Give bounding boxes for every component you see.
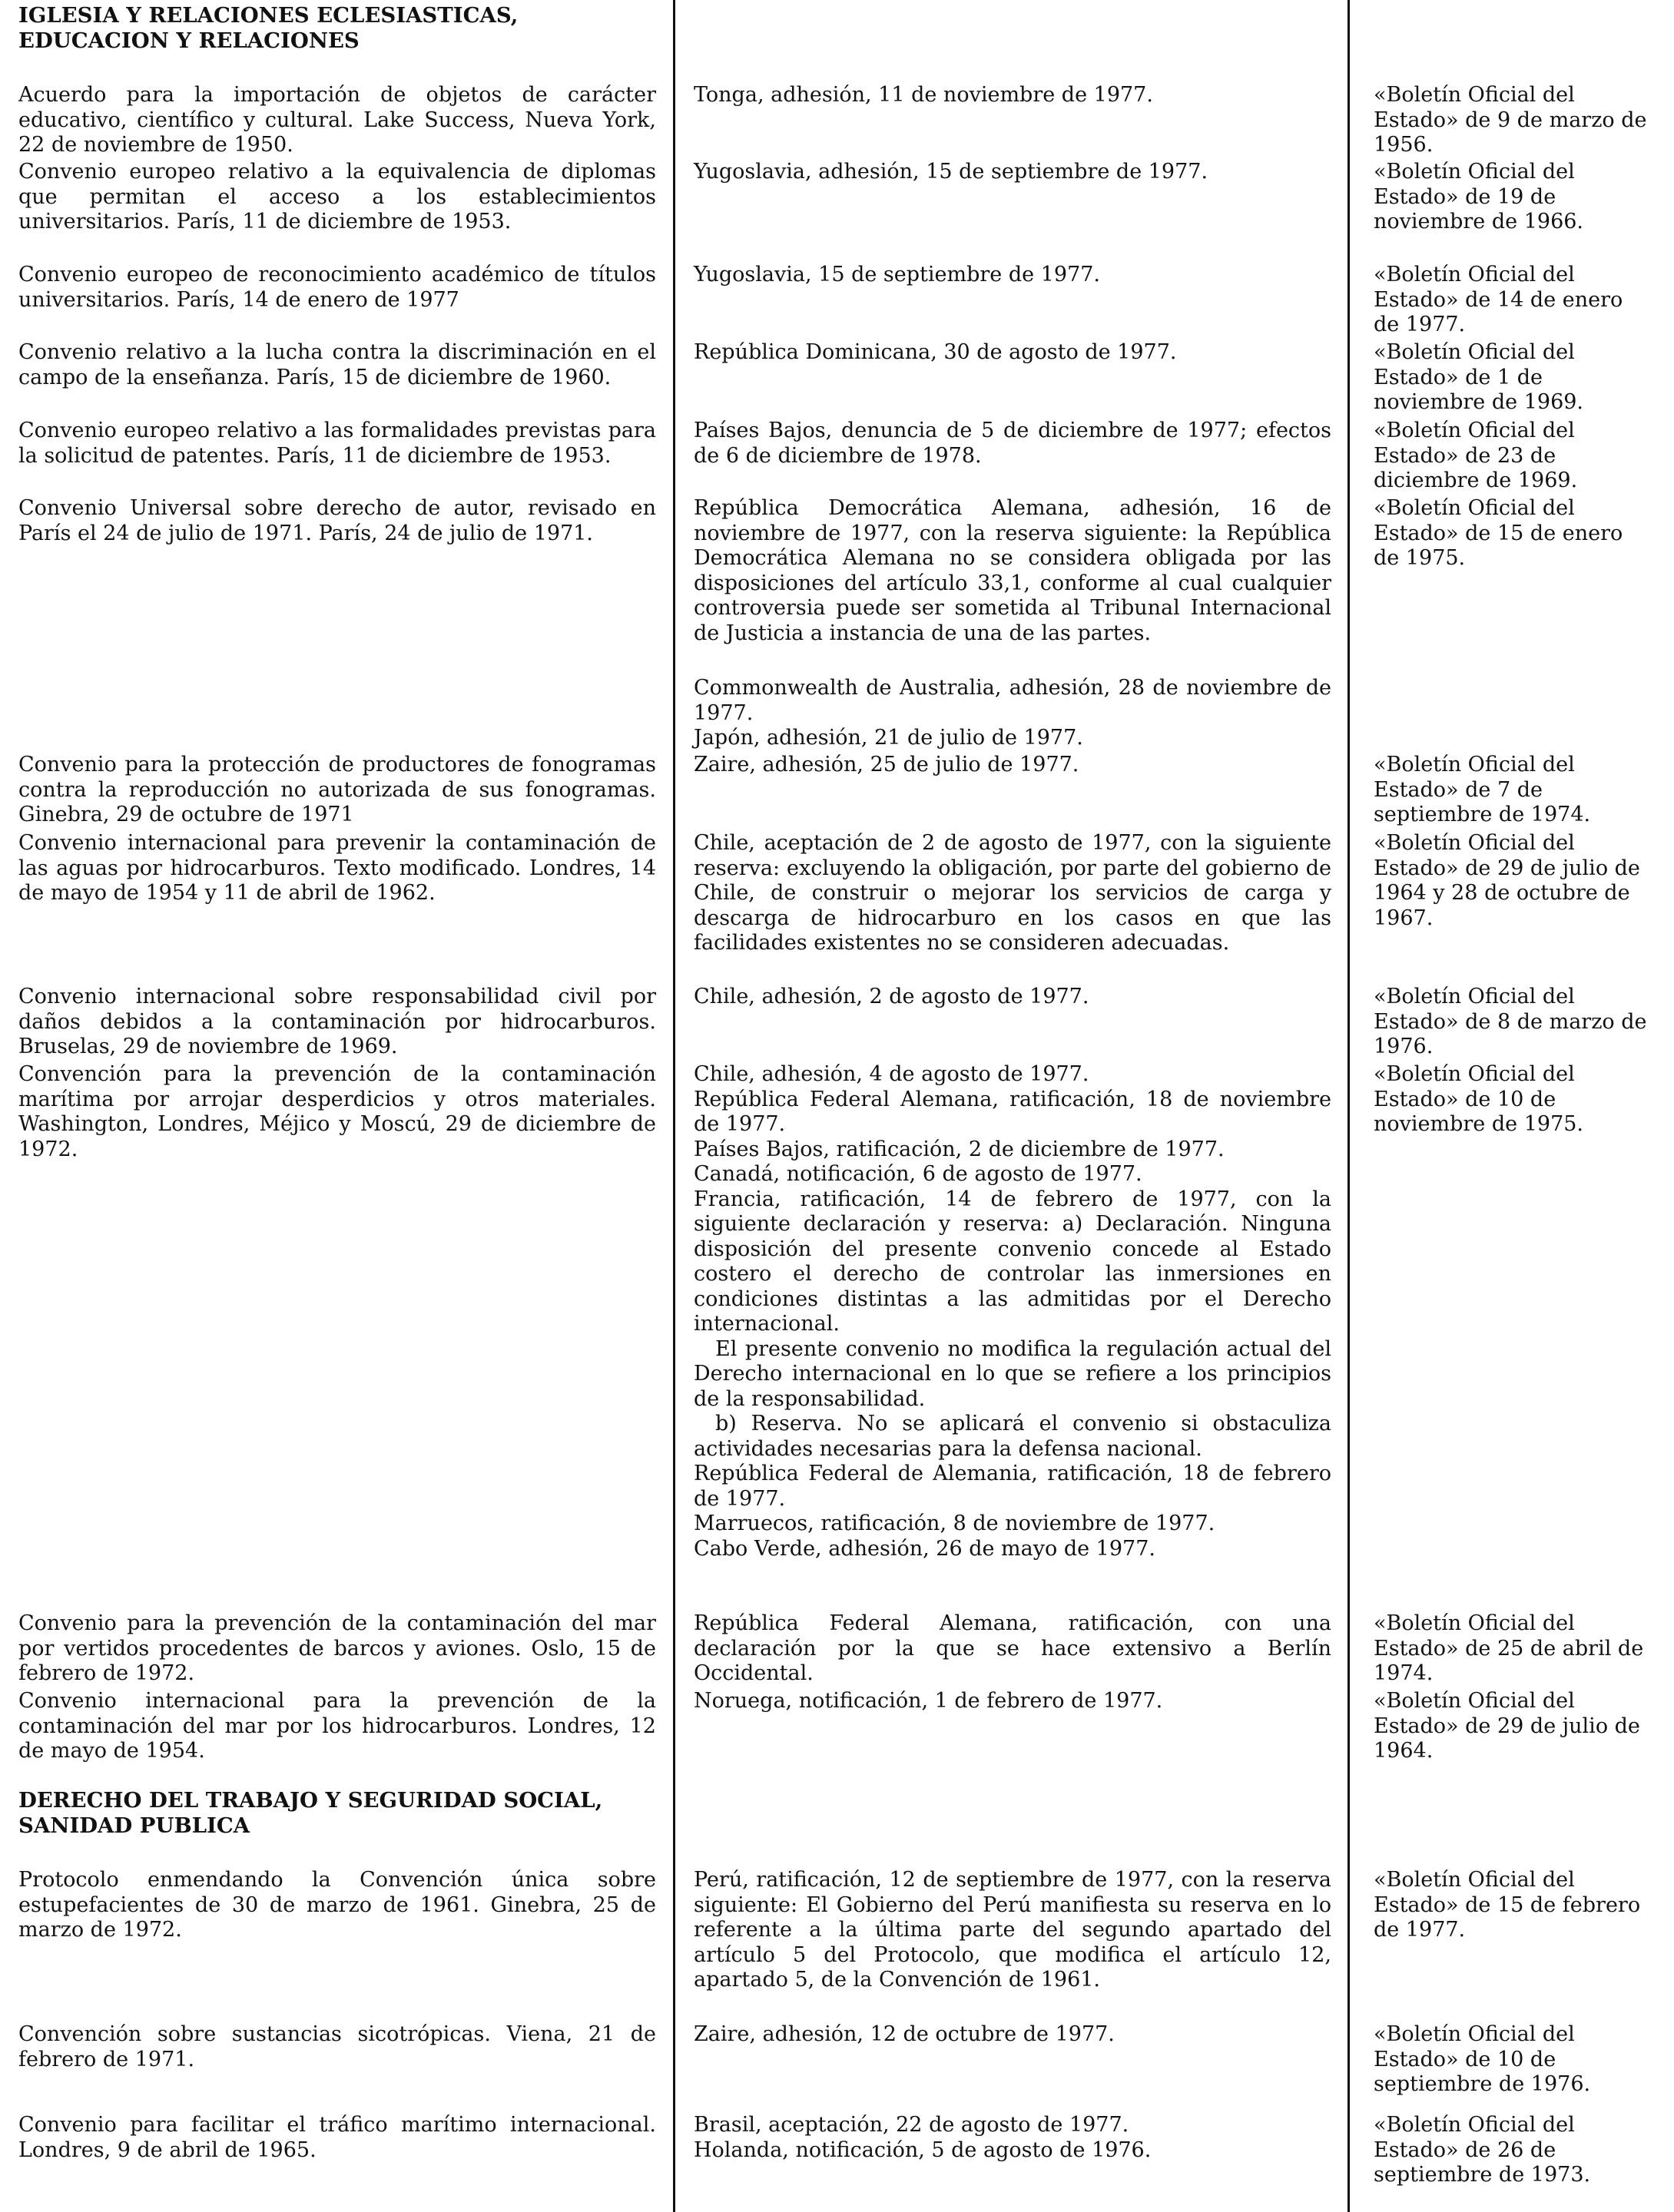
estado-entry: Perú, ratificación, 12 de septiembre de 1977, con la reserva siguiente: El Gobierno del Perú manifiesta su reserva en lo referente a la última parte del segundo apartado del artículo 5 del Protocolo, que modifica el artículo 12, apartado 5, de la Convención de 1961. xyxy=(694,1868,1331,1992)
estado-entry: Chile, adhesión, 4 de agosto de 1977. xyxy=(694,1062,1089,1086)
boletin-reference: «Boletín Oficial del Estado» de 14 de enero de 1977. xyxy=(1374,263,1623,336)
estado-entry: Holanda, notificación, 5 de agosto de 1976. xyxy=(694,2137,1152,2162)
estado-entry: Cabo Verde, adhesión, 26 de mayo de 1977. xyxy=(694,1536,1155,1561)
estado-entry: Tonga, adhesión, 11 de noviembre de 1977. xyxy=(694,83,1153,107)
estado-entry: República Federal de Alemania, ratificación, 18 de febrero de 1977. xyxy=(694,1462,1331,1511)
estado-entry: Yugoslavia, adhesión, 15 de septiembre de 1977. xyxy=(694,160,1208,184)
boletin-reference: «Boletín Oficial del Estado» de 10 de septiembre de 1976. xyxy=(1374,2022,1591,2096)
convenio-title: Protocolo enmendando la Convención única sobre estupefacientes de 30 de marzo de 1961. Ginebra, 25 de marzo de 1972. xyxy=(18,1868,656,1942)
estados-list xyxy=(694,2113,1331,2163)
estado-entry: Chile, adhesión, 2 de agosto de 1977. xyxy=(694,985,1089,1008)
boletin-reference: «Boletín Oficial del Estado» de 1 de noviembre de 1969. xyxy=(1374,340,1584,414)
boletin-reference: «Boletín Oficial del Estado» de 10 de noviembre de 1975. xyxy=(1374,1062,1584,1136)
estado-entry: Marruecos, ratificación, 8 de noviembre de 1977. xyxy=(694,1512,1215,1535)
convenio-title: Acuerdo para la importación de objetos de carácter educativo, científico y cultural. Lake Success, Nueva York, 22 de noviembre de 1950. xyxy=(18,83,656,157)
estado-entry: Francia, ratificación, 14 de febrero de 1977, con la siguiente declaración y reserva: a) Declaración. Ninguna disposición del presente convenio concede al Estado costero el derecho de controlar las inmersiones en condiciones distintas a las admitidas por el Derecho internacional. xyxy=(694,1187,1331,1336)
boletin-reference: «Boletín Oficial del Estado» de 15 de enero de 1975. xyxy=(1374,496,1623,570)
estado-entry: República Dominicana, 30 de agosto de 1977. xyxy=(694,340,1177,364)
estado-entry: Japón, adhesión, 21 de julio de 1977. xyxy=(694,726,1083,750)
boletin-reference: «Boletín Oficial del Estado» de 19 de noviembre de 1966. xyxy=(1374,160,1584,233)
convenio-title: Convenio europeo relativo a la equivalencia de diplomas que permitan el acceso a los establecimientos universitarios. París, 11 de diciembre de 1953. xyxy=(18,160,656,233)
estado-entry: República Federal Alemana, ratificación, 18 de noviembre de 1977. xyxy=(694,1087,1331,1136)
estado-entry: República Federal Alemana, ratificación, con una declaración por la que se hace extensivo a Berlín Occidental. xyxy=(694,1611,1331,1685)
section-heading-labor: DERECHO DEL TRABAJO Y SEGURIDAD SOCIAL, SANIDAD PUBLICA xyxy=(18,1788,603,1838)
estado-entry: República Democrática Alemana, adhesión, 16 de noviembre de 1977, con la reserva siguiente: la República Democrática Alemana no se considera obligada por las disposiciones del artículo 33,1, conforme al cual cualquier controversia puede ser sometida al Tribunal Internacional de Justicia a instancia de una de las partes. xyxy=(694,496,1331,645)
convenio-title: Convenio internacional para prevenir la contaminación de las aguas por hidrocarburos. Texto modificado. Londres, 14 de mayo de 1954 y 11 de abril de 1962. xyxy=(18,831,656,905)
section-heading-education: IGLESIA Y RELACIONES ECLESIASTICAS, EDUCACION Y RELACIONES xyxy=(18,3,519,53)
boletin-reference: «Boletín Oficial del Estado» de 26 de septiembre de 1973. xyxy=(1374,2113,1591,2187)
column-rule-right xyxy=(1347,0,1350,2212)
estado-entry: Zaire, adhesión, 12 de octubre de 1977. xyxy=(694,2022,1115,2046)
estado-entry: Zaire, adhesión, 25 de julio de 1977. xyxy=(694,753,1079,777)
estado-entry: Canadá, notificación, 6 de agosto de 1977. xyxy=(694,1162,1142,1186)
boletin-reference: «Boletín Oficial del Estado» de 29 de julio de 1964. xyxy=(1374,1689,1640,1763)
convenio-title: Convenio internacional sobre responsabilidad civil por daños debidos a la contaminación por hidrocarburos. Bruselas, 29 de noviembre de 1969. xyxy=(18,985,656,1058)
convenio-title: Convenio internacional para la prevención de la contaminación del mar por los hidrocarburos. Londres, 12 de mayo de 1954. xyxy=(18,1689,656,1763)
estado-entry: Noruega, notificación, 1 de febrero de 1977. xyxy=(694,1689,1163,1713)
convenio-title: Convenio para la protección de productores de fonogramas contra la reproducción no autorizada de sus fonogramas. Ginebra, 29 de octubre de 1971 xyxy=(18,753,656,826)
estados-list xyxy=(694,1062,1331,1561)
boletin-reference: «Boletín Oficial del Estado» de 9 de marzo de 1956. xyxy=(1374,83,1647,157)
boletin-reference: «Boletín Oficial del Estado» de 25 de abril de 1974. xyxy=(1374,1611,1644,1685)
boletin-reference: «Boletín Oficial del Estado» de 23 de diciembre de 1969. xyxy=(1374,419,1578,492)
boletin-reference: «Boletín Oficial del Estado» de 8 de marzo de 1976. xyxy=(1374,985,1647,1058)
convenio-title: Convenio europeo de reconocimiento académico de títulos universitarios. París, 14 de enero de 1977 xyxy=(18,263,656,312)
estado-entry: Chile, aceptación de 2 de agosto de 1977, con la siguiente reserva: excluyendo la obligación, por parte del gobierno de Chile, de construir o mejorar los servicios de carga y descarga de hidrocarburo en los casos en que las facilidades existentes no se consideren adecuadas. xyxy=(694,831,1331,955)
column-rule-left xyxy=(673,0,675,2212)
estado-entry: Yugoslavia, 15 de septiembre de 1977. xyxy=(694,263,1101,286)
convenio-title: Convenio para facilitar el tráfico marítimo internacional. Londres, 9 de abril de 1965. xyxy=(18,2113,656,2162)
estado-entry: Brasil, aceptación, 22 de agosto de 1977. xyxy=(694,2113,1129,2137)
convenio-title: Convenio para la prevención de la contaminación del mar por vertidos procedentes de barcos y aviones. Oslo, 15 de febrero de 1972. xyxy=(18,1611,656,1685)
boletin-reference: «Boletín Oficial del Estado» de 29 de julio de 1964 y 28 de octubre de 1967. xyxy=(1374,831,1640,930)
convenio-title: Convención para la prevención de la contaminación marítima por arrojar desperdicios y otros materiales. Washington, Londres, Méjico y Moscú, 29 de diciembre de 1972. xyxy=(18,1062,656,1161)
boletin-reference: «Boletín Oficial del Estado» de 15 de febrero de 1977. xyxy=(1374,1868,1641,1942)
estado-entry: Países Bajos, denuncia de 5 de diciembre de 1977; efectos de 6 de diciembre de 1978. xyxy=(694,419,1331,468)
convenio-title: Convenio Universal sobre derecho de autor, revisado en París el 24 de julio de 1971. París, 24 de julio de 1971. xyxy=(18,496,656,545)
estado-entry: b) Reserva. No se aplicará el convenio si obstaculiza actividades necesarias para la defensa nacional. xyxy=(694,1412,1331,1461)
estado-entry: Países Bajos, ratificación, 2 de diciembre de 1977. xyxy=(694,1137,1225,1161)
boletin-reference: «Boletín Oficial del Estado» de 7 de septiembre de 1974. xyxy=(1374,753,1591,826)
convenio-title: Convenio europeo relativo a las formalidades previstas para la solicitud de patentes. París, 11 de diciembre de 1953. xyxy=(18,419,656,468)
convenio-title: Convenio relativo a la lucha contra la discriminación en el campo de la enseñanza. París, 15 de diciembre de 1960. xyxy=(18,340,656,389)
estado-entry: Commonwealth de Australia, adhesión, 28 de noviembre de 1977. xyxy=(694,676,1331,725)
convenio-title: Convención sobre sustancias sicotrópicas. Viena, 21 de febrero de 1971. xyxy=(18,2022,656,2071)
estado-entry: El presente convenio no modifica la regulación actual del Derecho internacional en lo que se refiere a los principios de la responsabilidad. xyxy=(694,1336,1331,1411)
